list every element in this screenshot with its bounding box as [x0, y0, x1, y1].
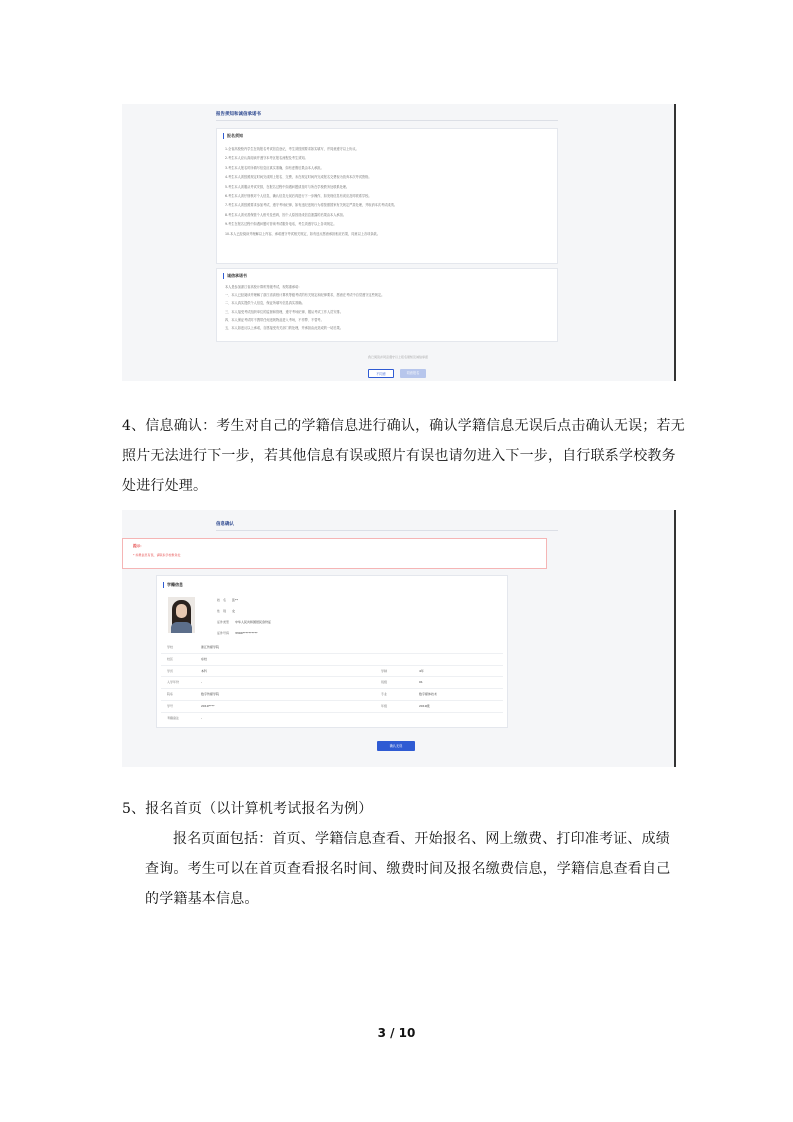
alert-title: 提示： [133, 544, 144, 548]
pledge-heading: 诚信承诺书 [223, 273, 247, 279]
notice-list [225, 145, 549, 239]
table-row: 考籍备注 - [167, 715, 203, 720]
pledge-line: 四、本人保证考试时不携带任何违规物品进入考场，不作弊、不替考。 [225, 317, 324, 322]
table-row: 院系 数字传媒学院 专业 数字媒体技术 [161, 689, 503, 701]
table-row: 学校 浙江传媒学院 [161, 642, 503, 654]
screenshot-notice-pledge [122, 104, 676, 381]
pledge-line: 一、本人已经阅读并理解了浙江省高校计算机等级考试的有关规定和纪律要求，愿意在考试中自觉遵守这些规定。 [225, 293, 385, 298]
field-gender: 性 别 女 [217, 609, 236, 613]
pledge-panel [216, 268, 558, 342]
field-id-type: 证件类型 中华人民共和国居民身份证 [217, 620, 272, 624]
card-title: 学籍信息 [163, 582, 183, 588]
title-divider [216, 530, 558, 531]
field-id-number: 证件号码 3304********** [217, 631, 258, 635]
notice-line: 6.考生本人须仔细核对个人信息，确认信息无误后再进行下一步操作，如发现信息有误应及时联系学校。 [225, 194, 372, 199]
page-number: 3 / 10 [377, 1026, 416, 1040]
agree-button[interactable]: 同意报名 [400, 369, 426, 378]
notice-line: 8.考生本人须妥善保管个人账号及密码，因个人原因造成信息泄露的后果由本人承担。 [225, 212, 346, 217]
notice-line: 4.考生本人须按照规定时间完成网上报名、交费，未在规定时间内完成报名交费视为放弃本次考试资格。 [225, 175, 372, 180]
student-photo [168, 597, 195, 633]
student-info-table [161, 642, 503, 724]
para4-line1: 4、信息确认：考生对自己的学籍信息进行确认，确认学籍信息无误后点击确认无误；若无 [122, 418, 685, 434]
para5-line1: 报名页面包括：首页、学籍信息查看、开始报名、网上缴费、打印准考证、成绩 [173, 831, 670, 847]
notice-page-title: 报告须知和诚信承诺书 [216, 112, 261, 117]
pledge-line: 三、本人接受考试组织单位的监督和管理，遵守考场纪律，服从考试工作人员安排。 [225, 309, 343, 314]
confirm-page-title: 信息确认 [216, 522, 234, 527]
table-row: 学历 本科 学制 4年 [161, 666, 503, 678]
table-row: 入学年份 - 班级 01 [161, 677, 503, 689]
notice-line: 5.考生本人须服从考试安排，在报名过程中如遇问题请及时与所在学校教务处联系处理。 [225, 184, 350, 189]
notice-line: 7.考生本人须按照要求参加考试，遵守考场纪律，如有违纪违规行为将按照国家有关规定严肃处理，并取消本次考试成绩。 [225, 203, 397, 208]
warning-alert [122, 538, 547, 569]
para4-line2: 照片无法进行下一步，若其他信息有误或照片有误也请勿进入下一步，自行联系学校教务 [122, 448, 676, 464]
para5-line2: 查询。考生可以在首页查看报名时间、缴费时间及报名缴费信息，学籍信息查看自己 [145, 861, 671, 877]
table-row: 学号 2019**** 年级 2019级 [161, 701, 503, 713]
student-info-card [156, 575, 508, 728]
title-divider [216, 120, 558, 121]
notice-line: 10.本人已经阅读并理解以上内容，承诺遵守考试相关规定，如有违反愿意承担相应后果，同意以上各项条款。 [225, 231, 380, 236]
para4-line3: 处进行处理。 [122, 478, 208, 494]
disagree-button[interactable]: 不同意 [368, 369, 394, 378]
pledge-line: 本人是参加浙江省高校计算机等级考试，现郑重承诺： [225, 285, 302, 289]
field-name: 姓 名 张** [217, 598, 239, 602]
pledge-line: 五、本人如违反以上承诺，自愿接受有关部门的处理，并承担由此造成的一切后果。 [225, 326, 343, 331]
agree-note: 我已阅读并同意遵守以上报名须知及诚信承诺 [367, 355, 428, 359]
notice-heading: 报名须知 [223, 133, 243, 139]
pledge-list [225, 283, 549, 332]
notice-panel [216, 128, 558, 264]
notice-line: 1.全省高校校内学生在线报名考试信息登记，考生须按照要求如实填写，并同意遵守以上协议。 [225, 147, 359, 151]
notice-line: 2.考生本人应认真阅读并遵守本考区报名流程及考生须知。 [225, 156, 308, 161]
alert-text: * 如果信息有误，请联系学校教务处 [133, 553, 181, 557]
table-row: 校区 东校 [161, 654, 503, 666]
notice-line: 9.考生在报名过程中如遇问题可咨询考试服务电话，考生须遵守以上各项规定。 [225, 222, 337, 227]
pledge-line: 二、本人真实提供个人信息，保证所填写信息真实准确。 [225, 301, 305, 306]
confirm-button[interactable]: 确认无误 [377, 741, 415, 751]
notice-line: 3.考生本人报名时所填写信息应真实准确，如有虚假后果由本人承担。 [225, 165, 324, 170]
para5-heading: 5、报名首页（以计算机考试报名为例） [122, 801, 373, 817]
para5-line3: 的学籍基本信息。 [145, 891, 259, 907]
